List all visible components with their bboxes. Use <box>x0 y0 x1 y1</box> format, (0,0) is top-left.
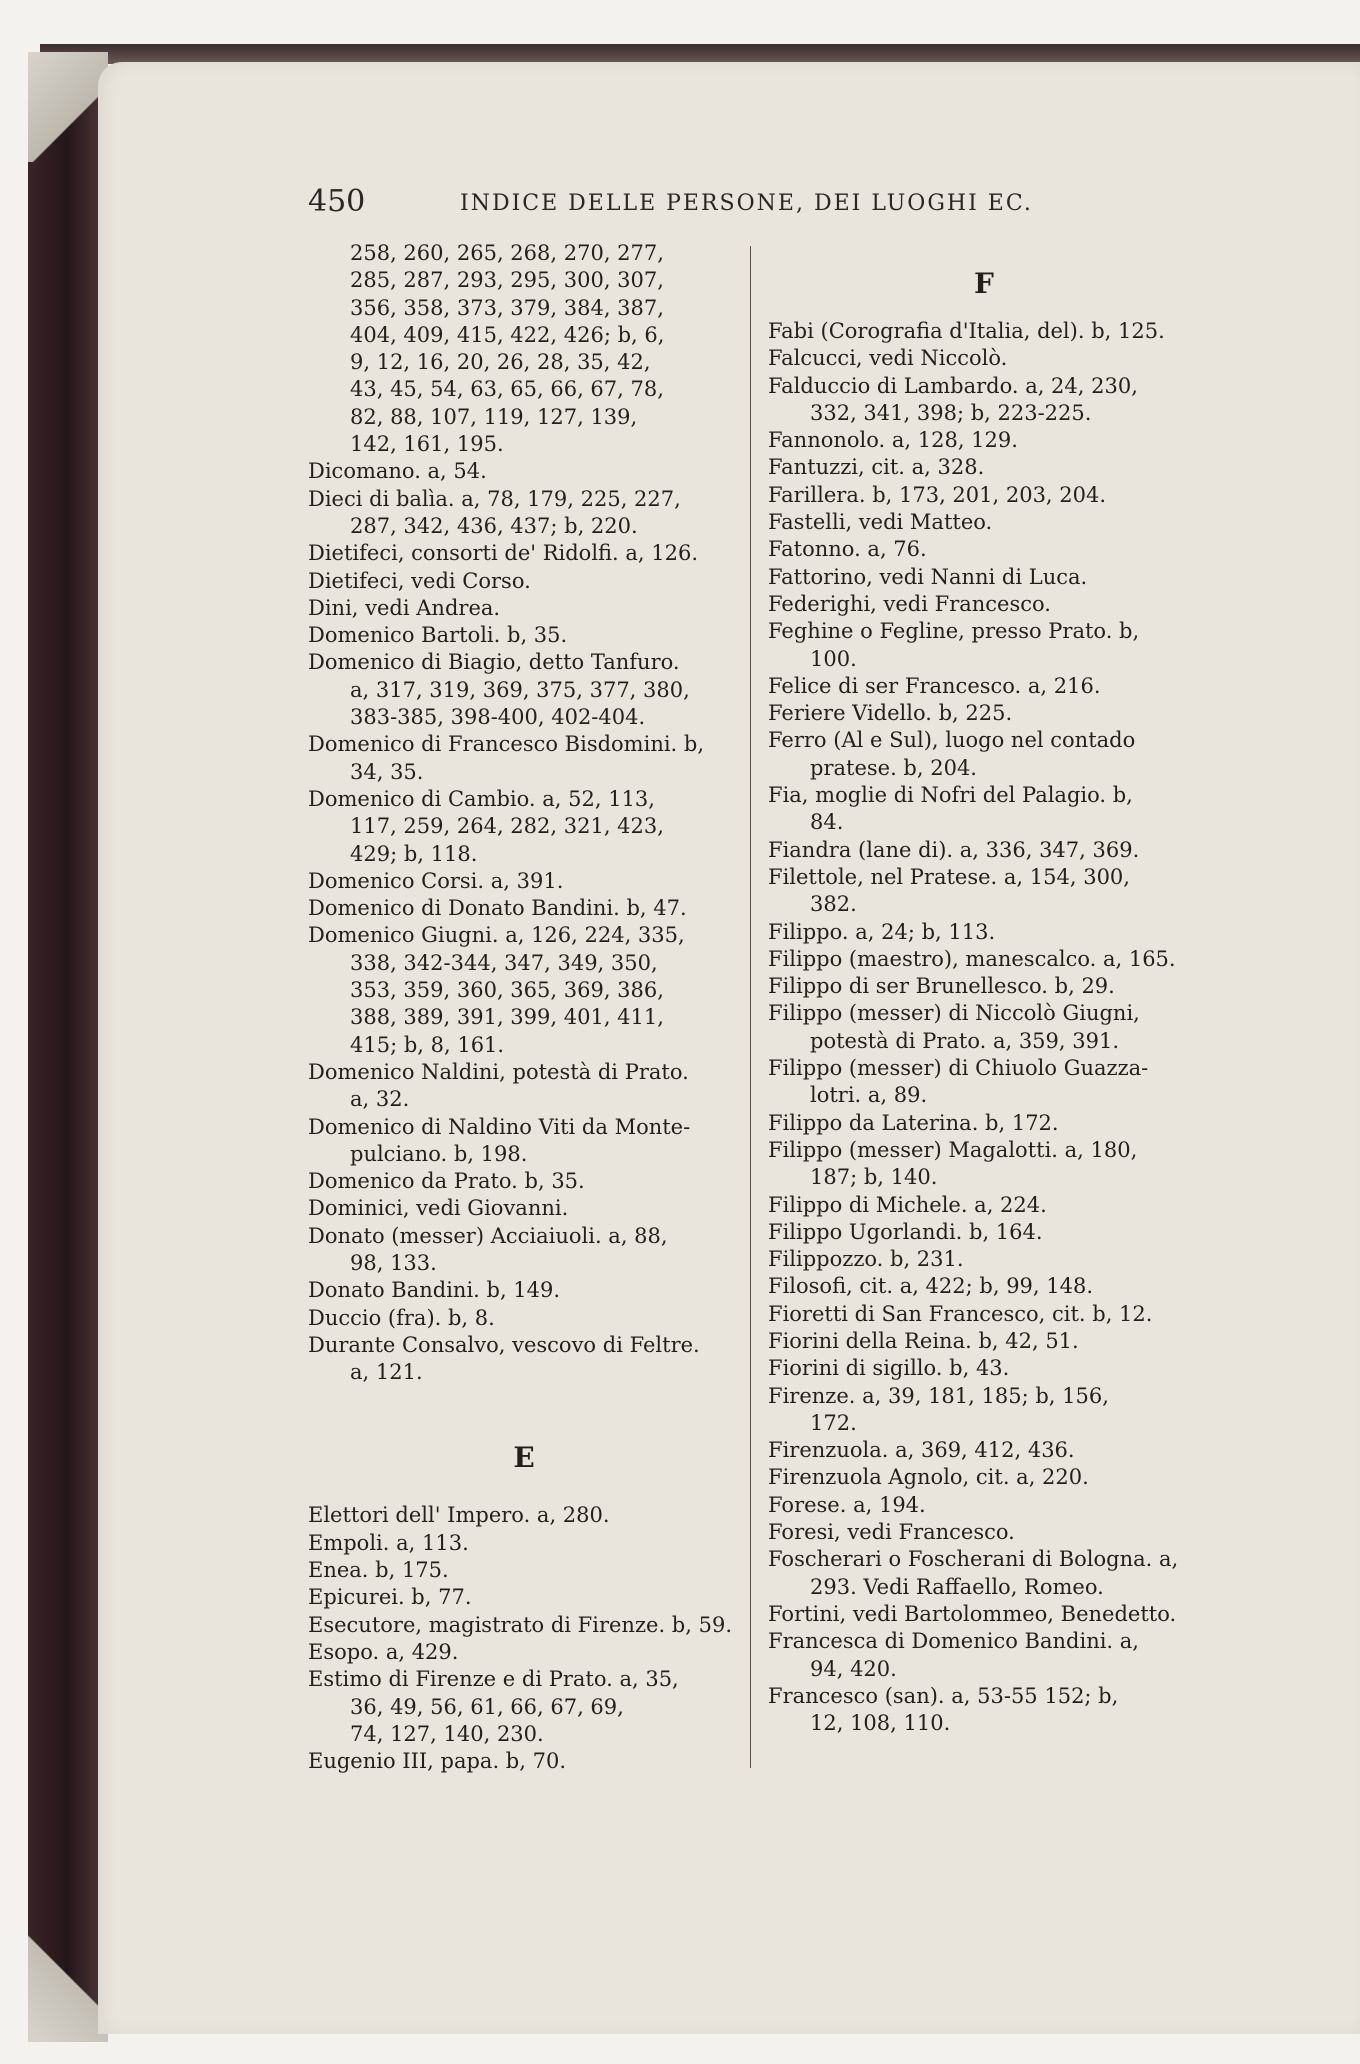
index-entry-continuation: 9, 12, 16, 20, 26, 28, 35, 42, <box>350 350 651 375</box>
index-section-d <box>308 240 740 1386</box>
index-section-e <box>308 1502 740 1775</box>
index-entry <box>308 568 740 595</box>
index-entry <box>768 1601 1200 1628</box>
index-entry <box>308 868 740 895</box>
index-entry-line: Duccio (fra). b, 8. <box>308 1305 495 1330</box>
index-entry-continuation: 12, 108, 110. <box>810 1711 951 1736</box>
book-binding <box>28 52 100 2042</box>
index-entry <box>308 486 740 541</box>
index-entry-line: Feriere Vidello. b, 225. <box>768 701 1013 726</box>
index-entry <box>768 1546 1200 1601</box>
index-entry-line: Fatonno. a, 76. <box>768 537 927 562</box>
index-entry <box>308 1332 740 1387</box>
index-entry-continuation: 383-385, 398-400, 402-404. <box>350 705 646 730</box>
index-entry <box>768 454 1200 481</box>
column-divider <box>750 246 751 1768</box>
index-entry-continuation: 94, 420. <box>810 1656 897 1681</box>
index-entry <box>308 1277 740 1304</box>
index-entry-continuation: a, 32. <box>350 1087 410 1112</box>
index-entry-line: Firenze. a, 39, 181, 185; b, 156, <box>768 1383 1109 1408</box>
index-entry <box>308 540 740 567</box>
index-entry <box>768 946 1200 973</box>
index-entry <box>308 240 740 458</box>
index-entry <box>308 1195 740 1222</box>
index-entry-continuation: 187; b, 140. <box>810 1165 938 1190</box>
index-entry <box>308 1530 740 1557</box>
index-entry-line: Donato Bandini. b, 149. <box>308 1278 561 1303</box>
index-entry-continuation: 382. <box>810 892 857 917</box>
index-entry <box>768 1437 1200 1464</box>
index-entry-line: Fia, moglie di Nofri del Palagio. b, <box>768 783 1133 808</box>
index-entry-line: Fannonolo. a, 128, 129. <box>768 428 1018 453</box>
index-entry-line: Dicomano. a, 54. <box>308 459 487 484</box>
index-entry-line: Domenico di Donato Bandini. b, 47. <box>308 896 687 921</box>
index-entry <box>768 1519 1200 1546</box>
index-entry <box>768 973 1200 1000</box>
index-entry-continuation: a, 317, 319, 369, 375, 377, 380, <box>350 677 690 702</box>
running-head: INDICE DELLE PERSONE, DEI LUOGHI EC. <box>460 191 1033 216</box>
index-entry-line: Estimo di Firenze e di Prato. a, 35, <box>308 1667 679 1692</box>
index-entry-line: Filippo (messer) di Niccolò Giugni, <box>768 1001 1140 1026</box>
index-entry-continuation: 34, 35. <box>350 759 424 784</box>
index-entry-continuation: 142, 161, 195. <box>350 432 504 457</box>
index-entry-line: Domenico di Naldino Viti da Monte- <box>308 1114 691 1139</box>
index-entry-line: Domenico Giugni. a, 126, 224, 335, <box>308 923 685 948</box>
index-entry-line: Epicurei. b, 77. <box>308 1585 472 1610</box>
index-entry <box>768 1492 1200 1519</box>
index-entry-line: Fiorini di sigillo. b, 43. <box>768 1356 1010 1381</box>
index-entry-continuation: 338, 342-344, 347, 349, 350, <box>350 950 658 975</box>
index-entry <box>768 345 1200 372</box>
index-entry <box>308 1584 740 1611</box>
index-entry-continuation: 287, 342, 436, 437; b, 220. <box>350 513 638 538</box>
index-entry <box>768 1383 1200 1438</box>
index-entry-continuation: 356, 358, 373, 379, 384, 387, <box>350 295 664 320</box>
index-entry-line: Empoli. a, 113. <box>308 1530 469 1555</box>
index-entry <box>768 837 1200 864</box>
index-entry-line: Foresi, vedi Francesco. <box>768 1520 1015 1545</box>
index-entry <box>768 1137 1200 1192</box>
index-entry-continuation: 285, 287, 293, 295, 300, 307, <box>350 268 664 293</box>
index-entry-continuation: 82, 88, 107, 119, 127, 139, <box>350 404 638 429</box>
index-entry <box>308 731 740 786</box>
index-entry-line: Filippo (messer) di Chiuolo Guazza- <box>768 1056 1149 1081</box>
index-entry-line: Elettori dell' Impero. a, 280. <box>308 1503 610 1528</box>
index-entry-continuation: pulciano. b, 198. <box>350 1141 528 1166</box>
index-entry-continuation: 117, 259, 264, 282, 321, 423, <box>350 814 664 839</box>
index-entry-line: Filippo da Laterina. b, 172. <box>768 1110 1059 1135</box>
index-entry <box>308 786 740 868</box>
index-entry-line: 258, 260, 265, 268, 270, 277, <box>350 241 664 265</box>
index-entry-continuation: 415; b, 8, 161. <box>350 1032 505 1057</box>
index-entry <box>768 1192 1200 1219</box>
index-entry <box>308 1557 740 1584</box>
index-entry-continuation: lotri. a, 89. <box>810 1083 928 1108</box>
index-entry <box>308 458 740 485</box>
index-entry <box>768 1301 1200 1328</box>
index-entry <box>768 509 1200 536</box>
index-entry <box>768 536 1200 563</box>
index-entry-line: Felice di ser Francesco. a, 216. <box>768 673 1101 698</box>
index-entry <box>768 1000 1200 1055</box>
index-entry <box>308 922 740 1058</box>
index-entry <box>768 1246 1200 1273</box>
index-entry-line: Domenico da Prato. b, 35. <box>308 1169 585 1194</box>
index-entry <box>768 1355 1200 1382</box>
index-entry-line: Federighi, vedi Francesco. <box>768 591 1051 616</box>
index-entry-line: Fastelli, vedi Matteo. <box>768 510 993 535</box>
index-entry-continuation: a, 121. <box>350 1360 423 1385</box>
index-entry <box>768 618 1200 673</box>
index-entry-line: Forese. a, 194. <box>768 1492 926 1517</box>
index-entry <box>768 700 1200 727</box>
section-letter-e: E <box>513 1441 535 1475</box>
index-entry-line: Dini, vedi Andrea. <box>308 595 501 620</box>
index-entry-line: Domenico Corsi. a, 391. <box>308 868 564 893</box>
index-entry-line: Falcucci, vedi Niccolò. <box>768 346 1008 371</box>
index-entry-continuation: 43, 45, 54, 63, 65, 66, 67, 78, <box>350 377 664 402</box>
index-entry <box>308 649 740 731</box>
index-entry-line: Feghine o Fegline, presso Prato. b, <box>768 619 1140 644</box>
index-entry <box>308 1502 740 1529</box>
left-column <box>308 240 740 1775</box>
index-entry <box>768 1328 1200 1355</box>
index-entry-line: Foscherari o Foscherani di Bologna. a, <box>768 1547 1179 1572</box>
index-entry-line: Dietifeci, vedi Corso. <box>308 568 531 593</box>
index-entry-line: Firenzuola Agnolo, cit. a, 220. <box>768 1465 1089 1490</box>
index-entry-continuation: 100. <box>810 646 857 671</box>
cover-edge <box>40 44 1360 64</box>
index-entry-continuation: potestà di Prato. a, 359, 391. <box>810 1028 1120 1053</box>
index-entry <box>308 1168 740 1195</box>
index-entry <box>768 1273 1200 1300</box>
index-entry-line: Fiorini della Reina. b, 42, 51. <box>768 1328 1079 1353</box>
index-entry <box>768 482 1200 509</box>
index-entry-line: Farillera. b, 173, 201, 203, 204. <box>768 482 1107 507</box>
index-entry <box>308 1305 740 1332</box>
index-entry-line: Filosofi, cit. a, 422; b, 99, 148. <box>768 1274 1094 1299</box>
index-entry <box>768 1683 1200 1738</box>
index-entry-line: Francesca di Domenico Bandini. a, <box>768 1629 1139 1654</box>
index-entry-line: Falduccio di Lambardo. a, 24, 230, <box>768 373 1138 398</box>
index-entry <box>768 864 1200 919</box>
index-entry-line: Fioretti di San Francesco, cit. b, 12. <box>768 1301 1153 1326</box>
page-number: 450 <box>308 184 366 219</box>
index-entry <box>308 1612 740 1639</box>
index-entry-line: Filippo (maestro), manescalco. a, 165. <box>768 946 1176 971</box>
index-entry <box>768 782 1200 837</box>
index-entry-line: Donato (messer) Acciaiuoli. a, 88, <box>308 1223 668 1248</box>
index-entry <box>768 591 1200 618</box>
index-entry-line: Esecutore, magistrato di Firenze. b, 59. <box>308 1612 732 1637</box>
binding-corner-bottom <box>28 1930 108 2042</box>
index-entry-line: Dieci di balìa. a, 78, 179, 225, 227, <box>308 486 681 511</box>
index-entry-continuation: 84. <box>810 810 844 835</box>
index-entry-line: Fabi (Corografia d'Italia, del). b, 125. <box>768 319 1165 343</box>
index-entry-line: Dominici, vedi Giovanni. <box>308 1196 569 1221</box>
index-entry-line: Filippo Ugorlandi. b, 164. <box>768 1219 1043 1244</box>
index-entry-continuation: 332, 341, 398; b, 223-225. <box>810 400 1092 425</box>
index-entry <box>768 727 1200 782</box>
index-entry-continuation: 172. <box>810 1410 857 1435</box>
index-entry-line: Fiandra (lane di). a, 336, 347, 369. <box>768 837 1140 862</box>
index-entry-line: Domenico di Francesco Bisdomini. b, <box>308 732 705 757</box>
index-entry <box>308 1114 740 1169</box>
index-entry <box>768 673 1200 700</box>
index-entry-line: Domenico di Biagio, detto Tanfuro. <box>308 650 680 675</box>
index-entry <box>308 1223 740 1278</box>
index-entry-line: Domenico di Cambio. a, 52, 113, <box>308 786 655 811</box>
index-entry <box>768 1628 1200 1683</box>
index-entry-line: Filippozzo. b, 231. <box>768 1247 964 1272</box>
index-entry-line: Francesco (san). a, 53-55 152; b, <box>768 1683 1119 1708</box>
index-entry-continuation: 388, 389, 391, 399, 401, 411, <box>350 1005 664 1030</box>
index-entry <box>308 622 740 649</box>
index-entry <box>768 1219 1200 1246</box>
index-section-f <box>768 318 1200 1737</box>
index-entry-line: Enea. b, 175. <box>308 1558 449 1583</box>
index-entry <box>768 564 1200 591</box>
index-entry <box>308 1666 740 1748</box>
index-entry-line: Filippo. a, 24; b, 113. <box>768 919 996 944</box>
index-entry-line: Filettole, nel Pratese. a, 154, 300, <box>768 864 1130 889</box>
section-letter-f: F <box>974 267 994 300</box>
index-entry-line: Firenzuola. a, 369, 412, 436. <box>768 1438 1075 1463</box>
index-entry-continuation: 293. Vedi Raffaello, Romeo. <box>810 1574 1104 1599</box>
index-entry-line: Fortini, vedi Bartolommeo, Benedetto. <box>768 1601 1177 1626</box>
index-entry-continuation: 98, 133. <box>350 1250 437 1275</box>
index-entry <box>768 1110 1200 1137</box>
index-entry-line: Ferro (Al e Sul), luogo nel contado <box>768 728 1136 753</box>
index-entry-line: Domenico Bartoli. b, 35. <box>308 623 568 648</box>
index-entry-continuation: 404, 409, 415, 422, 426; b, 6, <box>350 322 665 347</box>
right-column <box>768 240 1200 1737</box>
index-entry <box>768 373 1200 428</box>
index-entry <box>308 1059 740 1114</box>
index-entry-line: Filippo (messer) Magalotti. a, 180, <box>768 1137 1138 1162</box>
index-entry <box>308 895 740 922</box>
index-entry-line: Eugenio III, papa. b, 70. <box>308 1749 566 1774</box>
index-entry-line: Fantuzzi, cit. a, 328. <box>768 455 985 480</box>
index-entry-line: Dietifeci, consorti de' Ridolfi. a, 126. <box>308 541 699 566</box>
index-entry-continuation: 353, 359, 360, 365, 369, 386, <box>350 978 664 1003</box>
index-entry-line: Esopo. a, 429. <box>308 1639 459 1664</box>
index-entry-line: Durante Consalvo, vescovo di Feltre. <box>308 1332 700 1357</box>
index-entry-continuation: 429; b, 118. <box>350 841 478 866</box>
index-entry <box>768 1464 1200 1491</box>
binding-corner-top <box>28 52 108 162</box>
index-entry <box>308 595 740 622</box>
index-entry <box>768 1055 1200 1110</box>
index-entry <box>768 318 1200 345</box>
index-entry-continuation: 74, 127, 140, 230. <box>350 1721 544 1746</box>
index-entry-line: Fattorino, vedi Nanni di Luca. <box>768 564 1088 589</box>
index-entry <box>768 427 1200 454</box>
index-entry-continuation: pratese. b, 204. <box>810 755 977 780</box>
index-entry-continuation: 36, 49, 56, 61, 66, 67, 69, <box>350 1694 624 1719</box>
index-entry <box>308 1639 740 1666</box>
index-entry-line: Filippo di ser Brunellesco. b, 29. <box>768 974 1115 999</box>
index-entry <box>308 1748 740 1775</box>
index-entry <box>768 919 1200 946</box>
index-entry-line: Filippo di Michele. a, 224. <box>768 1192 1047 1217</box>
index-entry-line: Domenico Naldini, potestà di Prato. <box>308 1059 689 1084</box>
